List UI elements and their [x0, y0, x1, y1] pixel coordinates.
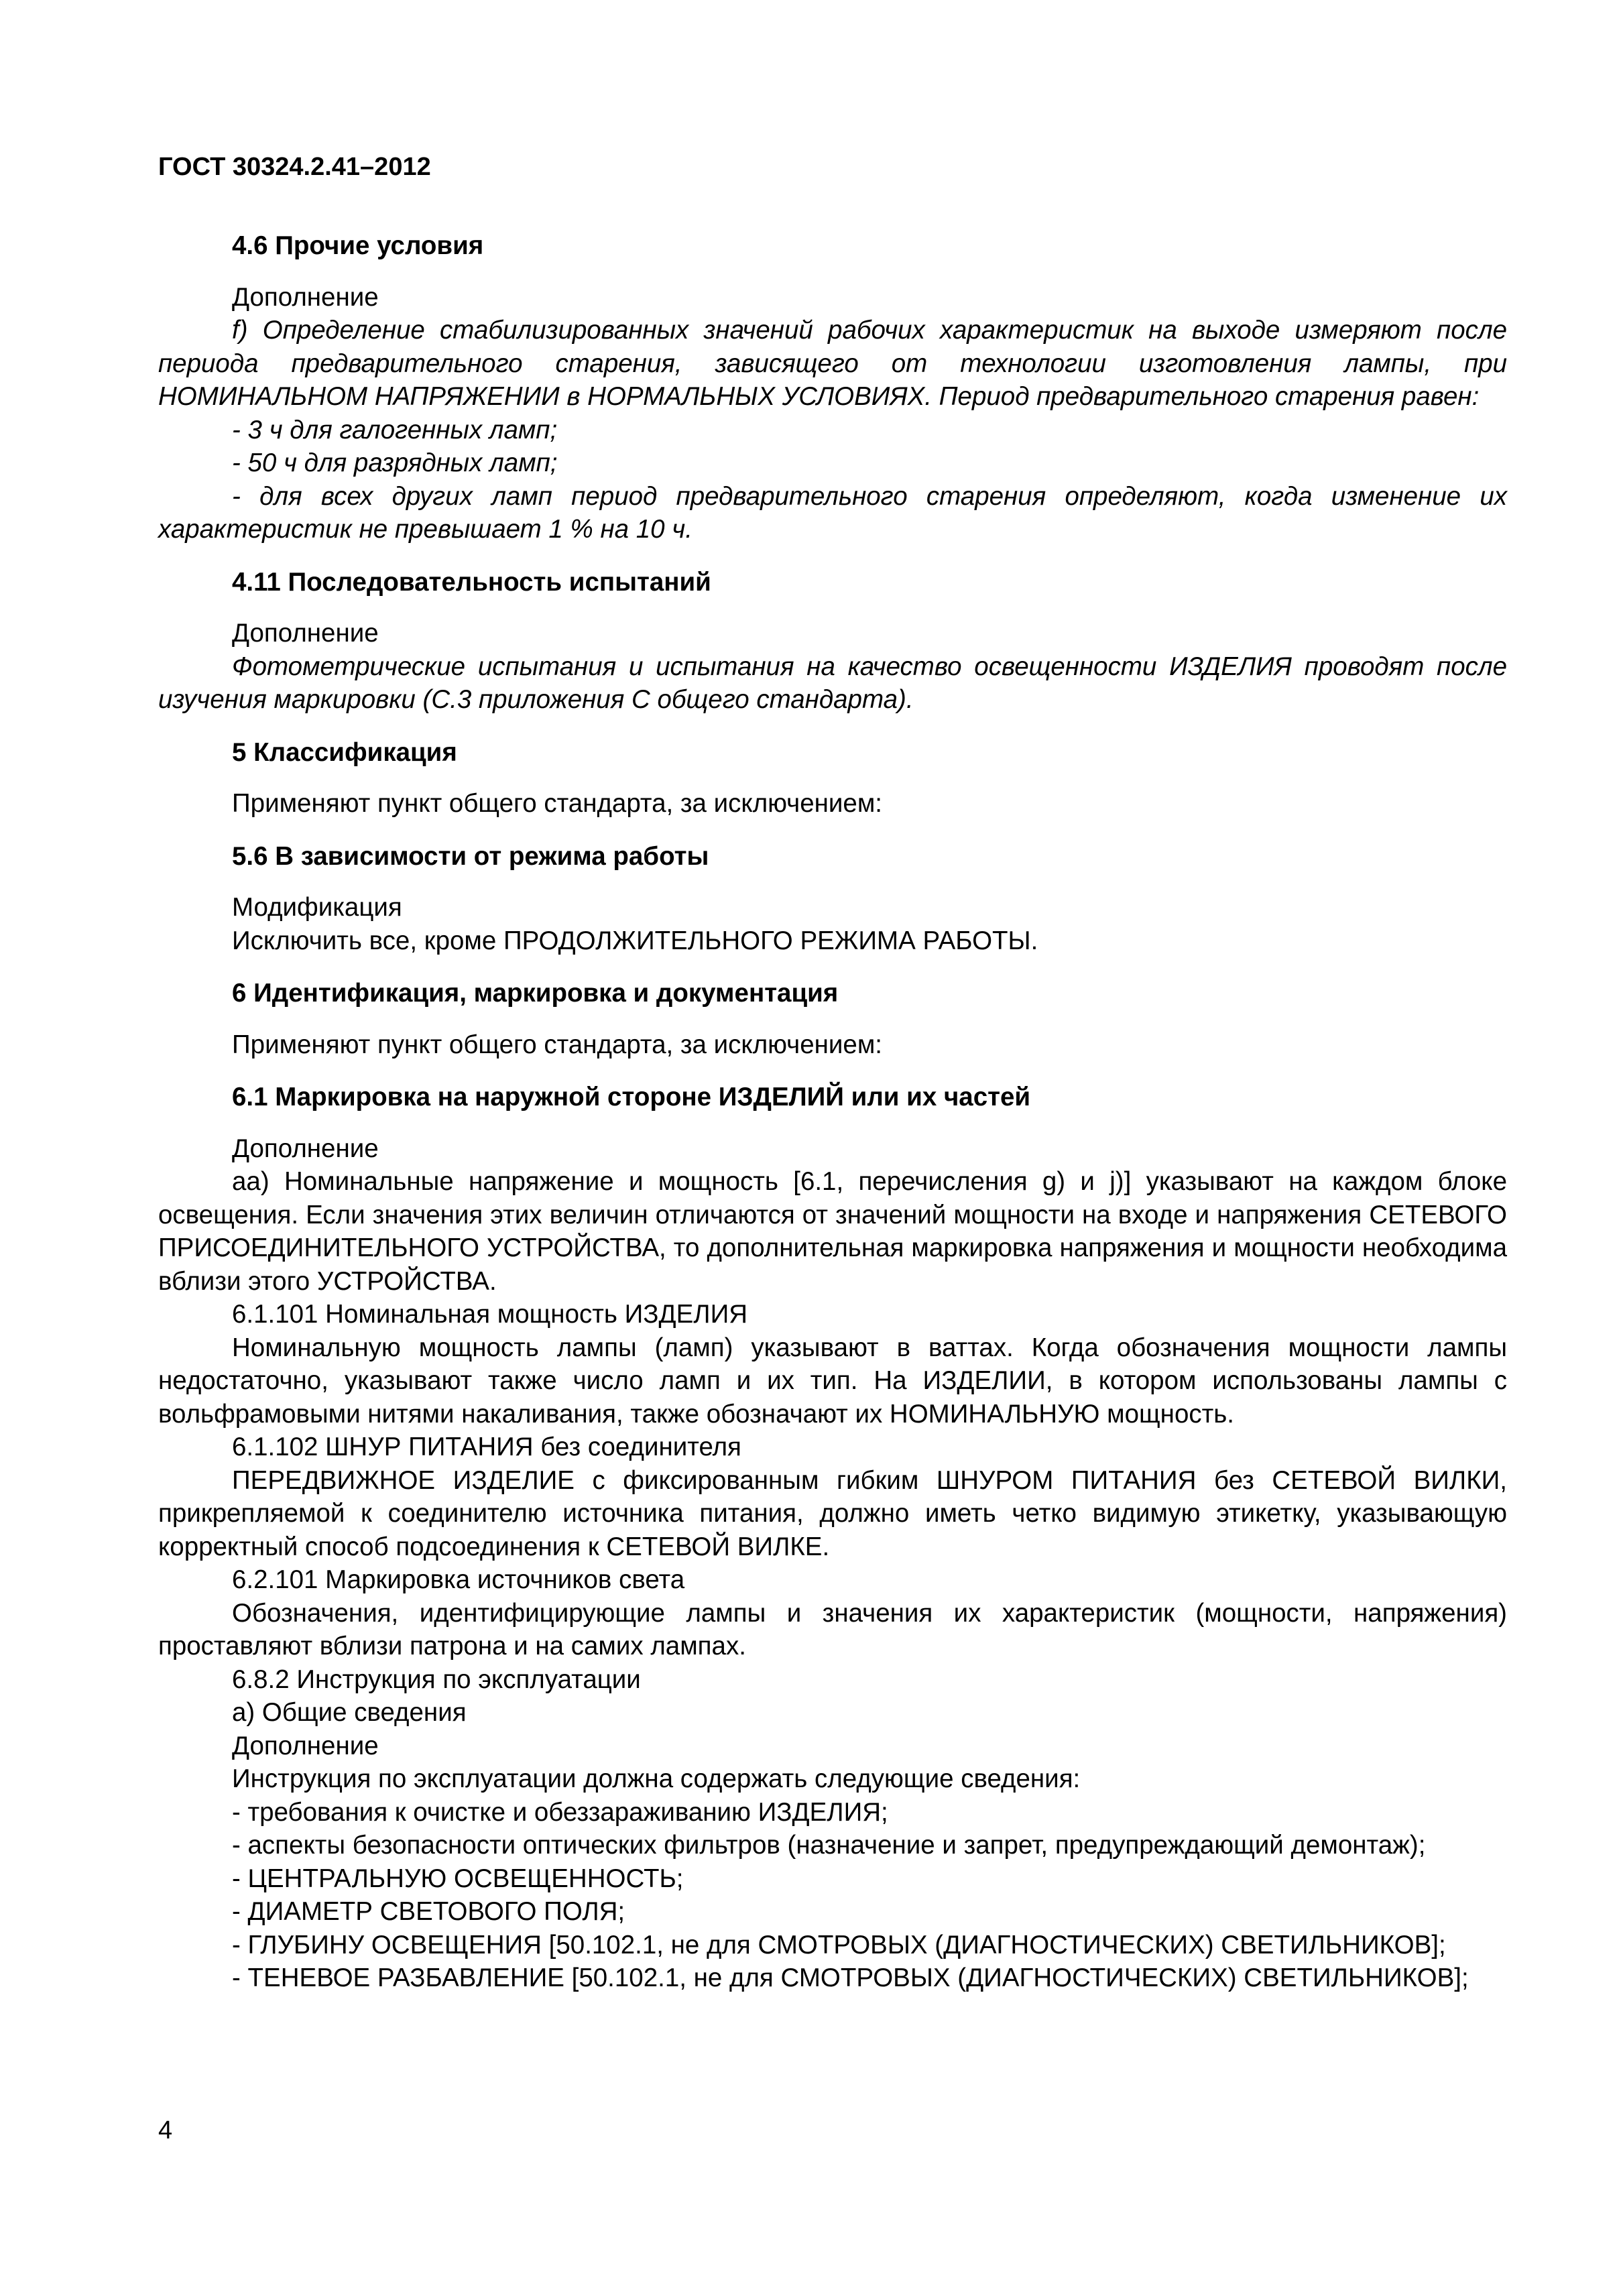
subsection-title-6-1-102: 6.1.102 ШНУР ПИТАНИЯ без соединителя — [232, 1433, 741, 1461]
section-title-5-6: 5.6 В зависимости от режима работы — [232, 841, 709, 871]
section-title-4-11: 4.11 Последовательность испытаний — [232, 567, 711, 597]
list-item: - ЦЕНТРАЛЬНУЮ ОСВЕЩЕННОСТЬ; — [232, 1864, 684, 1893]
paragraph: аа) Номинальные напряжение и мощность [6.1, перечисления g) и j)] указывают на каждом блоке освещения. Если значения этих величин отличаются от значений мощности на входе и напряжения СЕТЕВОГО ПРИСОЕДИНИТЕЛЬНОГО УСТРОЙСТВА, то дополнительная маркировка напряжения и мощности необходима вблизи этого УСТРОЙСТВА. — [158, 1167, 1507, 1296]
paragraph: Номинальную мощность лампы (ламп) указывают в ваттах. Когда обозначения мощности лампы недостаточно, указывают также число ламп и их тип. На ИЗДЕЛИИ, в котором использованы лампы с вольфрамовыми нитями накаливания, также обозначают их НОМИНАЛЬНУЮ мощность. — [158, 1333, 1507, 1429]
section-title-5: 5 Классификация — [232, 737, 457, 767]
section-label: Модификация — [232, 893, 402, 922]
list-item: - требования к очистке и обеззараживанию ИЗДЕЛИЯ; — [232, 1797, 888, 1827]
standard-header: ГОСТ 30324.2.41–2012 — [158, 153, 431, 181]
subsection-title-6-8-2: 6.8.2 Инструкция по эксплуатации — [232, 1665, 641, 1694]
section-title-6-1: 6.1 Маркировка на наружной стороне ИЗДЕЛИЙ или их частей — [232, 1083, 1031, 1111]
subsection-title-6-2-101: 6.2.101 Маркировка источников света — [232, 1565, 685, 1594]
paragraph: Обозначения, идентифицирующие лампы и значения их характеристик (мощности, напряжения) проставляют вблизи патрона и на самих лампах. — [158, 1598, 1507, 1660]
paragraph: Применяют пункт общего стандарта, за исключением: — [232, 1030, 883, 1059]
paragraph: Исключить все, кроме ПРОДОЛЖИТЕЛЬНОГО РЕЖИМА РАБОТЫ. — [232, 926, 1038, 955]
paragraph: Инструкция по эксплуатации должна содержать следующие сведения: — [232, 1764, 1081, 1793]
list-item: - 3 ч для галогенных ламп; — [232, 415, 558, 444]
section-label: Дополнение — [232, 1731, 379, 1760]
list-item: - для всех других ламп период предварительного старения определяют, когда изменение их характеристик не превышает 1 % на 10 ч. — [158, 481, 1507, 544]
section-label: Дополнение — [232, 282, 379, 312]
subsection-title-6-1-101: 6.1.101 Номинальная мощность ИЗДЕЛИЯ — [232, 1300, 748, 1329]
subsection-item-a: а) Общие сведения — [232, 1698, 467, 1727]
page-number: 4 — [158, 2116, 173, 2144]
section-label: Дополнение — [232, 1134, 379, 1163]
list-item: - 50 ч для разрядных ламп; — [232, 448, 558, 477]
section-title-6: 6 Идентификация, маркировка и документация — [232, 979, 839, 1008]
document-body — [158, 229, 1507, 1995]
section-title-4-6: 4.6 Прочие условия — [232, 231, 484, 260]
paragraph: ПЕРЕДВИЖНОЕ ИЗДЕЛИЕ с фиксированным гибким ШНУРОМ ПИТАНИЯ без СЕТЕВОЙ ВИЛКИ, прикрепляемой к соединителю источника питания, должно иметь четко видимую этикетку, указывающую корректный способ подсоединения к СЕТЕВОЙ ВИЛКЕ. — [158, 1465, 1507, 1561]
paragraph: Фотометрические испытания и испытания на качество освещенности ИЗДЕЛИЯ проводят после изучения маркировки (С.3 приложения С общего стандарта). — [158, 652, 1507, 714]
paragraph: Применяют пункт общего стандарта, за исключением: — [232, 789, 883, 818]
list-item: - ДИАМЕТР СВЕТОВОГО ПОЛЯ; — [232, 1897, 625, 1926]
section-label: Дополнение — [232, 619, 379, 648]
list-item: - ГЛУБИНУ ОСВЕЩЕНИЯ [50.102.1, не для СМОТРОВЫХ (ДИАГНОСТИЧЕСКИХ) СВЕТИЛЬНИКОВ]; — [232, 1930, 1446, 1959]
list-item: - ТЕНЕВОЕ РАЗБАВЛЕНИЕ [50.102.1, не для СМОТРОВЫХ (ДИАГНОСТИЧЕСКИХ) СВЕТИЛЬНИКОВ]; — [232, 1963, 1469, 1992]
list-item: - аспекты безопасности оптических фильтров (назначение и запрет, предупреждающий демонтаж); — [232, 1831, 1426, 1860]
paragraph: f) Определение стабилизированных значений рабочих характеристик на выходе измеряют после периода предварительного старения, зависящего от технологии изготовления лампы, при НОМИНАЛЬНОМ НАПРЯЖЕНИИ в НОРМАЛЬНЫХ УСЛОВИЯХ. Период предварительного старения равен: — [158, 316, 1507, 411]
